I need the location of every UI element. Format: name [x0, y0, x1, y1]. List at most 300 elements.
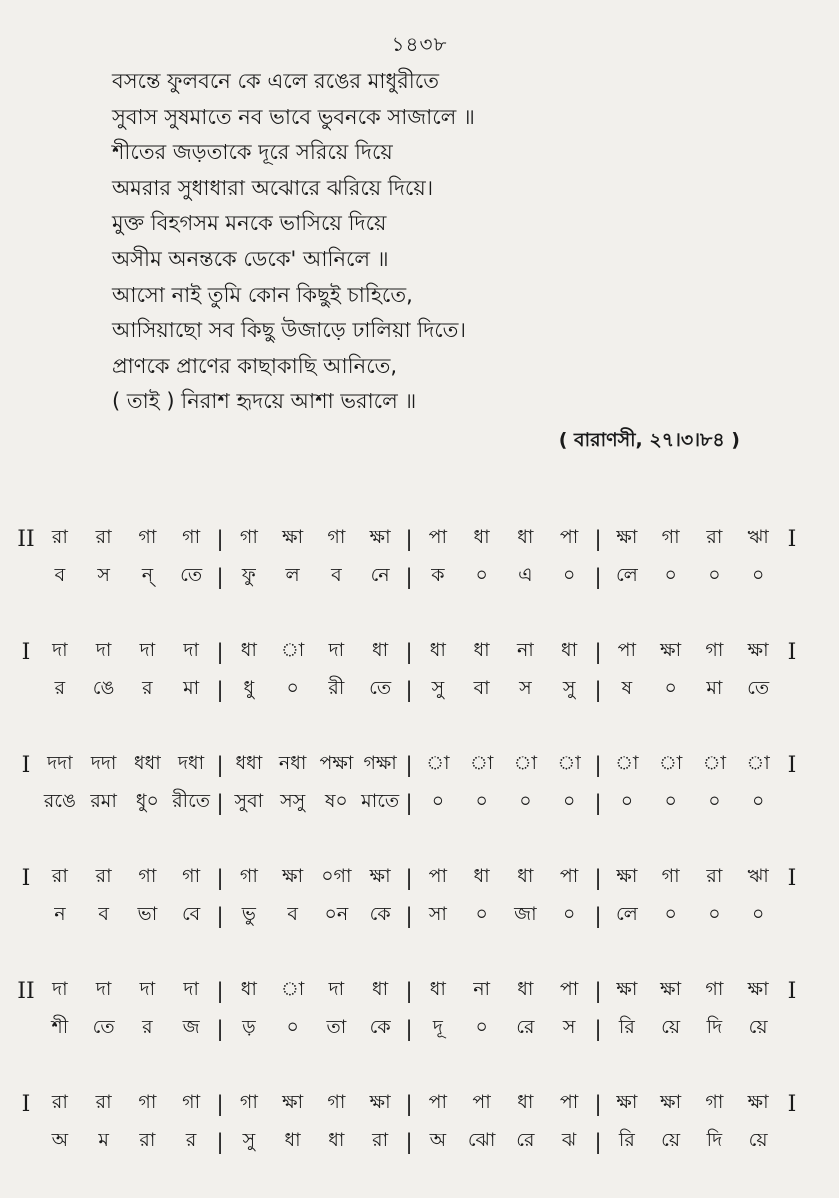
swara-note: গা	[661, 865, 680, 887]
lyric-syllable: ০	[751, 903, 765, 925]
swara-note: গা	[705, 1091, 724, 1113]
swara-note: গা	[138, 865, 157, 887]
lyric-syllable: ব	[98, 903, 109, 925]
lyric-syllable: ক	[431, 564, 445, 586]
swara-note: ধধা	[235, 752, 263, 774]
poem-line: ( তাই ) নিরাশ হৃদয়ে আশা ভরালে ॥	[112, 389, 417, 414]
beat-group	[227, 975, 402, 1007]
beat-separator: |	[216, 565, 224, 589]
swara-note: ক্ষা	[616, 1091, 638, 1113]
swara-note: া	[513, 752, 538, 774]
swara-note: ক্ষা	[282, 865, 304, 887]
swara-note: গক্ষা	[363, 752, 397, 774]
lyric-syllable: ড়	[242, 1016, 256, 1038]
swara-note: া	[702, 752, 727, 774]
beat-separator: |	[405, 640, 413, 664]
beat-separator: |	[216, 1092, 224, 1116]
lyric-syllable: র	[142, 677, 153, 699]
beat-group	[416, 636, 591, 668]
swara-note: গা	[327, 1091, 346, 1113]
notation-block	[14, 859, 804, 935]
lyric-syllable: জ	[182, 1016, 200, 1038]
swara-row	[14, 972, 804, 1010]
swara-note: দা	[95, 639, 112, 661]
swara-note: ক্ষা	[660, 639, 682, 661]
swara-note: গা	[182, 865, 201, 887]
swara-note: গা	[182, 1091, 201, 1113]
source-location-date: ( বারাণসী, ২৭।৩।৮৪ )	[558, 429, 740, 451]
lyric-syllable: অ	[429, 1129, 447, 1151]
beat-group	[227, 523, 402, 555]
close-barline: I	[787, 978, 797, 1004]
swara-note: ধা	[473, 865, 490, 887]
swara-note: ধা	[240, 978, 257, 1000]
swara-row	[14, 633, 804, 671]
beat-group	[605, 1013, 780, 1045]
lyric-syllable: ০	[519, 790, 532, 812]
swara-note: ক্ষা	[282, 526, 304, 548]
lyric-syllable: রীতে	[172, 790, 211, 812]
close-barline: I	[787, 865, 797, 891]
beat-group	[227, 561, 402, 593]
swara-note: দা	[139, 978, 156, 1000]
swara-note: রা	[51, 865, 68, 887]
lyric-syllable: ০	[562, 564, 576, 586]
swara-note: রা	[706, 526, 723, 548]
lyric-syllable: ব	[54, 564, 66, 586]
swara-note: া	[615, 752, 639, 774]
open-barline: II	[17, 978, 35, 1004]
poem-line: মুক্ত বিহগসম মনকে ভাসিয়ে দিয়ে	[112, 211, 387, 236]
beat-separator: |	[405, 866, 413, 890]
swara-note: ঋা	[747, 526, 769, 548]
beat-group	[416, 561, 591, 593]
beat-separator: |	[405, 1130, 413, 1154]
beat-group	[38, 1126, 213, 1158]
swara-note: া	[658, 752, 683, 774]
beat-separator: |	[405, 1092, 413, 1116]
lyric-syllable: মাতে	[361, 790, 400, 812]
swara-note: গা	[239, 526, 258, 548]
swara-note: ধা	[561, 639, 578, 661]
page-number: ১৪৩৮	[391, 32, 448, 56]
beat-group	[605, 900, 780, 932]
lyric-syllable: দি	[706, 1129, 723, 1151]
beat-group	[38, 636, 213, 668]
lyric-syllable: তে	[180, 564, 203, 586]
beat-separator: |	[405, 904, 413, 928]
lyric-syllable: রমা	[90, 790, 117, 812]
swara-note: পক্ষা	[319, 752, 354, 774]
lyric-syllable: ০	[664, 677, 677, 699]
beat-group	[227, 1088, 402, 1120]
swara-note: ধা	[473, 639, 490, 661]
beat-group	[38, 787, 213, 819]
lyric-row	[14, 897, 804, 935]
lyric-syllable: ঝ	[561, 1129, 577, 1151]
lyric-syllable: ০	[751, 790, 765, 812]
swara-note: দা	[52, 978, 68, 1000]
swara-note: গা	[705, 639, 724, 661]
poem-line: আসো নাই তুমি কোন কিছুই চাহিতে,	[112, 282, 413, 307]
swara-note: ধা	[429, 978, 446, 1000]
lyric-syllable: রী	[328, 677, 345, 699]
beat-group	[227, 900, 402, 932]
lyric-syllable: ঙে	[92, 677, 115, 699]
lyric-row	[14, 671, 804, 709]
beat-group	[605, 749, 780, 781]
lyric-row	[14, 1123, 804, 1161]
lyric-syllable: ০	[664, 564, 677, 586]
swara-note: ০গা	[321, 865, 352, 887]
beat-group	[416, 674, 591, 706]
beat-separator: |	[405, 791, 413, 815]
lyric-syllable: রি	[618, 1129, 635, 1151]
lyric-syllable: ০ন	[324, 903, 349, 925]
beat-separator: |	[216, 753, 224, 777]
lyric-syllable: সা	[428, 903, 447, 925]
lyric-syllable: রি	[618, 1016, 635, 1038]
lyric-syllable: দূ	[432, 1016, 443, 1038]
poem-line: প্রাণকে প্রাণের কাছাকাছি আনিতে,	[112, 353, 398, 378]
lyric-syllable: ব	[331, 564, 342, 586]
beat-group	[38, 674, 213, 706]
beat-separator: |	[594, 1130, 602, 1154]
lyric-syllable: ০	[708, 564, 721, 586]
lyric-syllable: বে	[181, 903, 201, 925]
lyric-syllable: ভু	[241, 903, 256, 925]
swara-note: া	[746, 752, 770, 774]
lyric-syllable: ফু	[241, 564, 256, 586]
lyric-syllable: ধা	[284, 1129, 301, 1151]
beat-separator: |	[216, 678, 224, 702]
lyric-syllable: সসু	[280, 790, 306, 812]
lyric-syllable: রে	[516, 1016, 535, 1038]
beat-group	[605, 561, 780, 593]
swara-note: ক্ষা	[369, 865, 391, 887]
swara-note: ক্ষা	[747, 1091, 769, 1113]
beat-group	[227, 787, 402, 819]
lyric-syllable: ০	[708, 790, 721, 812]
lyric-syllable: ০	[708, 903, 721, 925]
lyric-syllable: সু	[562, 677, 576, 699]
close-barline: I	[787, 752, 797, 778]
poem-line: বসন্তে ফুলবনে কে এলে রঙের মাধুরীতে	[112, 69, 439, 93]
beat-group	[605, 636, 780, 668]
beat-group	[38, 862, 213, 894]
beat-group	[38, 523, 213, 555]
lyric-syllable: রঙে	[43, 790, 76, 812]
lyric-syllable: ব	[287, 903, 298, 925]
notation-block	[14, 1085, 804, 1161]
swara-note: গা	[138, 526, 157, 548]
lyric-syllable: ঝো	[467, 1129, 496, 1151]
beat-separator: |	[594, 565, 602, 589]
swara-note: পা	[559, 978, 579, 1000]
lyric-syllable: রা	[139, 1129, 156, 1151]
lyric-syllable: ধা	[328, 1129, 345, 1151]
lyric-syllable: স	[562, 1016, 576, 1038]
beat-group	[416, 787, 591, 819]
lyric-syllable: র	[185, 1129, 197, 1151]
lyric-syllable: ভা	[137, 903, 158, 925]
beat-separator: |	[216, 527, 224, 551]
beat-separator: |	[216, 640, 224, 664]
beat-group	[605, 1126, 780, 1158]
lyric-syllable: তে	[747, 677, 770, 699]
swara-note: গা	[182, 526, 201, 548]
close-barline: I	[787, 1091, 797, 1117]
beat-separator: |	[594, 678, 602, 702]
swara-note: দা	[183, 639, 199, 661]
lyric-syllable: সুবা	[234, 790, 264, 812]
swara-note: পা	[559, 865, 579, 887]
swara-note: গা	[239, 865, 258, 887]
beat-group	[416, 1013, 591, 1045]
lyric-syllable: য়ে	[748, 1016, 768, 1038]
lyric-syllable: স	[519, 677, 532, 699]
beat-group	[605, 1088, 780, 1120]
beat-group	[38, 749, 213, 781]
open-barline: I	[21, 639, 31, 665]
swara-note: ক্ষা	[616, 978, 638, 1000]
beat-separator: |	[216, 866, 224, 890]
swara-row	[14, 1085, 804, 1123]
beat-group	[227, 862, 402, 894]
close-barline: I	[787, 639, 797, 665]
swara-note: নধা	[278, 752, 307, 774]
swara-note: না	[473, 978, 491, 1000]
lyric-syllable: ০	[286, 677, 299, 699]
swara-note: ধা	[372, 978, 389, 1000]
lyric-syllable: ০	[475, 903, 488, 925]
lyric-syllable: সু	[431, 677, 445, 699]
lyric-syllable: ০	[664, 790, 677, 812]
beat-separator: |	[216, 904, 224, 928]
beat-group	[605, 787, 780, 819]
beat-separator: |	[405, 565, 413, 589]
swara-note: পা	[472, 1091, 491, 1113]
swara-note: না	[516, 639, 534, 661]
swara-note: দা	[139, 639, 156, 661]
lyric-syllable: মা	[706, 677, 723, 699]
beat-group	[227, 636, 402, 668]
swara-note: পা	[617, 639, 637, 661]
lyric-syllable: নে	[370, 564, 390, 586]
swara-note: ক্ষা	[660, 978, 682, 1000]
swara-note: পা	[428, 526, 448, 548]
swara-note: া	[469, 752, 494, 774]
beat-separator: |	[216, 979, 224, 1003]
lyric-syllable: তে	[92, 1016, 115, 1038]
lyric-syllable: লে	[615, 903, 638, 925]
lyric-syllable: ০	[475, 564, 488, 586]
lyric-syllable: য়ে	[661, 1129, 681, 1151]
swara-row	[14, 746, 804, 784]
swara-note: রা	[95, 1091, 112, 1113]
poem-line: আসিয়াছো সব কিছু উজাড়ে ঢালিয়া দিতে।	[112, 318, 466, 343]
swara-note: দা	[52, 639, 68, 661]
beat-group	[38, 1088, 213, 1120]
swara-note: পা	[428, 1091, 448, 1113]
lyric-syllable: মা	[183, 677, 200, 699]
beat-separator: |	[594, 979, 602, 1003]
lyric-syllable: ০	[751, 564, 765, 586]
lyric-row	[14, 1010, 804, 1048]
beat-group	[38, 561, 213, 593]
lyric-syllable: দি	[706, 1016, 723, 1038]
swara-note: দধা	[178, 752, 205, 774]
lyric-syllable: জা	[514, 903, 537, 925]
notation-block	[14, 633, 804, 709]
swara-note: গা	[327, 526, 346, 548]
swara-note: ধা	[473, 526, 490, 548]
lyric-row	[14, 558, 804, 596]
beat-group	[38, 900, 213, 932]
beat-separator: |	[405, 753, 413, 777]
beat-group	[416, 975, 591, 1007]
beat-separator: |	[594, 866, 602, 890]
beat-separator: |	[594, 527, 602, 551]
swara-note: দা	[328, 978, 345, 1000]
poem-line: সুবাস সুষমাতে নব ভাবে ভুবনকে সাজালে ॥	[112, 104, 475, 129]
beat-separator: |	[594, 1092, 602, 1116]
lyric-syllable: সু	[242, 1129, 256, 1151]
lyric-syllable: ন্	[141, 564, 154, 586]
swara-note: রা	[51, 1091, 68, 1113]
swara-note: ক্ষা	[747, 978, 769, 1000]
poem-line: শীতের জড়তাকে দূরে সরিয়ে দিয়ে	[112, 140, 393, 165]
lyric-syllable: ধু	[243, 677, 255, 699]
swara-note: া	[280, 978, 305, 1000]
notation-block	[14, 746, 804, 822]
lyric-syllable: ০	[431, 790, 445, 812]
lyric-row	[14, 784, 804, 822]
swara-note: ধা	[429, 639, 446, 661]
swara-note: রা	[95, 865, 112, 887]
notation-block	[14, 520, 804, 596]
beat-separator: |	[594, 791, 602, 815]
lyric-syllable: এ	[518, 564, 533, 586]
beat-group	[227, 1126, 402, 1158]
beat-separator: |	[594, 904, 602, 928]
swara-note: ক্ষা	[369, 1091, 391, 1113]
swara-note: গা	[239, 1091, 258, 1113]
swara-note: দদা	[90, 752, 117, 774]
swara-note: দা	[95, 978, 112, 1000]
swara-note: ক্ষা	[369, 526, 391, 548]
notation-section	[14, 520, 804, 1198]
lyric-syllable: ষ০	[324, 790, 348, 812]
lyric-syllable: শী	[51, 1016, 69, 1038]
lyric-syllable: ধু০	[135, 790, 159, 812]
lyric-syllable: স	[97, 564, 110, 586]
lyric-syllable: ০	[664, 903, 677, 925]
beat-group	[416, 523, 591, 555]
swara-note: ধা	[517, 978, 534, 1000]
beat-group	[416, 1126, 591, 1158]
lyric-syllable: ম	[98, 1129, 109, 1151]
beat-group	[38, 975, 213, 1007]
beat-group	[227, 1013, 402, 1045]
beat-separator: |	[405, 979, 413, 1003]
poem-line: অসীম অনন্তকে ডেকে' আনিলে ॥	[112, 246, 389, 271]
swara-note: া	[280, 639, 305, 661]
poem-line: অমরার সুধাধারা অঝোরে ঝরিয়ে দিয়ে।	[112, 175, 434, 200]
lyric-syllable: ল	[285, 564, 300, 586]
beat-separator: |	[594, 753, 602, 777]
swara-note: ধধা	[133, 752, 161, 774]
lyric-syllable: ০	[620, 790, 634, 812]
swara-note: ক্ষা	[660, 1091, 682, 1113]
beat-separator: |	[405, 527, 413, 551]
swara-note: দদা	[47, 752, 73, 774]
beat-group	[605, 674, 780, 706]
open-barline: I	[21, 865, 31, 891]
swara-note: গা	[138, 1091, 157, 1113]
swara-note: ধা	[517, 526, 534, 548]
swara-note: রা	[95, 526, 112, 548]
beat-separator: |	[405, 678, 413, 702]
beat-group	[605, 975, 780, 1007]
beat-group	[416, 1088, 591, 1120]
beat-separator: |	[594, 1017, 602, 1041]
swara-note: ধা	[240, 639, 257, 661]
swara-note: ধা	[517, 1091, 534, 1113]
lyric-syllable: র	[54, 677, 66, 699]
swara-note: ক্ষা	[616, 526, 638, 548]
swara-note: পা	[559, 526, 579, 548]
beat-group	[605, 523, 780, 555]
swara-note: গা	[705, 978, 724, 1000]
swara-note: ক্ষা	[616, 865, 638, 887]
lyric-syllable: ০	[286, 1016, 299, 1038]
lyric-syllable: রে	[516, 1129, 535, 1151]
lyric-syllable: ন	[54, 903, 66, 925]
open-barline: I	[21, 1091, 31, 1117]
swara-note: দা	[183, 978, 199, 1000]
swara-note: পা	[559, 1091, 579, 1113]
lyric-syllable: অ	[51, 1129, 69, 1151]
lyric-syllable: ০	[562, 790, 576, 812]
lyric-syllable: র	[142, 1016, 153, 1038]
lyric-syllable: কে	[369, 1016, 391, 1038]
swara-note: ক্ষা	[282, 1091, 304, 1113]
lyric-syllable: ষ	[621, 677, 633, 699]
swara-row	[14, 520, 804, 558]
beat-group	[416, 900, 591, 932]
beat-group	[227, 749, 402, 781]
swara-note: ঋা	[747, 865, 769, 887]
beat-group	[416, 749, 591, 781]
beat-group	[605, 862, 780, 894]
lyric-syllable: রা	[372, 1129, 389, 1151]
lyric-syllable: ০	[475, 790, 488, 812]
swara-row	[14, 859, 804, 897]
lyric-syllable: তে	[369, 677, 392, 699]
lyric-syllable: তা	[326, 1016, 347, 1038]
notation-block	[14, 972, 804, 1048]
swara-note: া	[426, 752, 450, 774]
beat-group	[38, 1013, 213, 1045]
close-barline: I	[787, 526, 797, 552]
beat-separator: |	[216, 1130, 224, 1154]
beat-separator: |	[216, 1017, 224, 1041]
beat-separator: |	[594, 640, 602, 664]
lyric-syllable: ০	[475, 1016, 488, 1038]
beat-separator: |	[216, 791, 224, 815]
lyric-syllable: য়ে	[661, 1016, 681, 1038]
